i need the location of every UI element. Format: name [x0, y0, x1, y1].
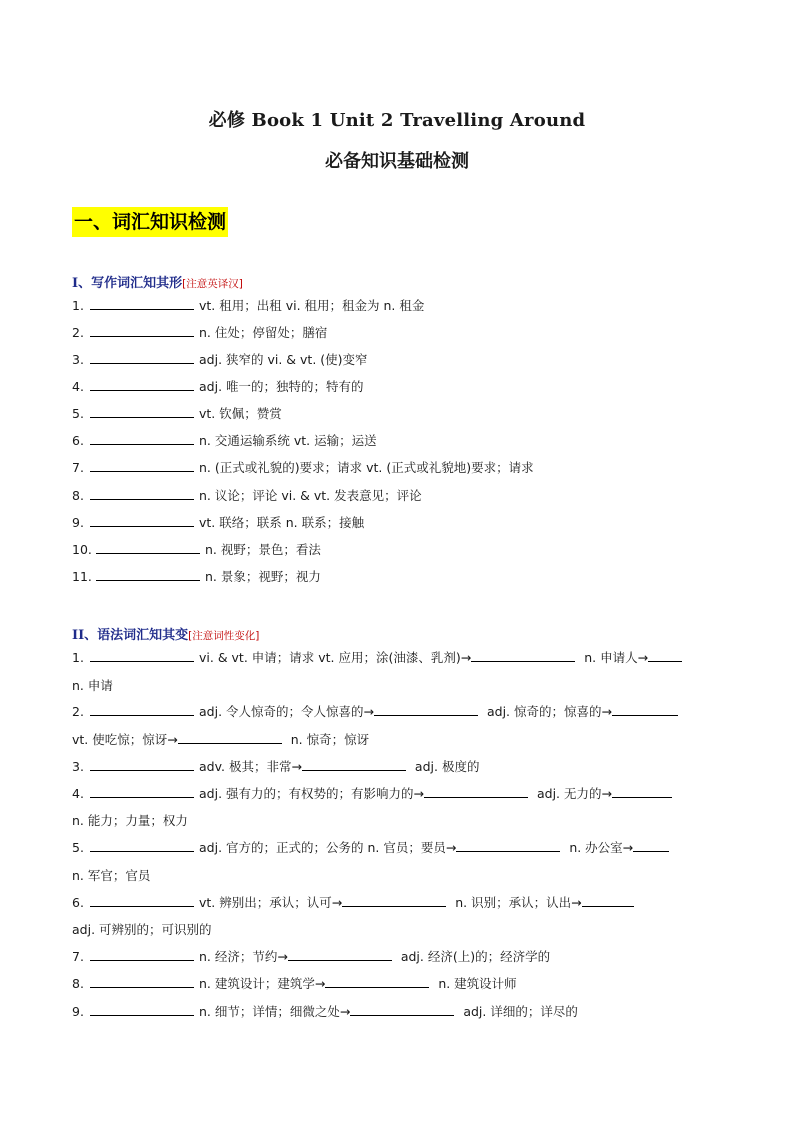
answer-blank[interactable]	[90, 758, 194, 771]
answer-blank[interactable]	[90, 487, 194, 500]
answer-blank[interactable]	[633, 839, 669, 852]
answer-blank[interactable]	[424, 785, 528, 798]
list-item: 3. adv. 极其；非常→ adj. 极度的	[72, 759, 480, 774]
answer-blank[interactable]	[96, 568, 200, 581]
list-item: 6. n. 交通运输系统 vt. 运输；运送	[72, 433, 377, 448]
part2-heading	[72, 624, 259, 643]
list-item: 8. n. 议论；评论 vi. & vt. 发表意见；评论	[72, 488, 422, 503]
answer-blank[interactable]	[90, 297, 194, 310]
answer-blank[interactable]	[325, 975, 429, 988]
list-item-continued: vt. 使吃惊；惊讶→ n. 惊奇；惊讶	[72, 732, 370, 747]
list-item: 8. n. 建筑设计；建筑学→ n. 建筑设计师	[72, 976, 517, 991]
answer-blank[interactable]	[90, 351, 194, 364]
list-item-continued: n. 能力；力量；权力	[72, 813, 188, 828]
part1-note: [注意英译汉]	[182, 278, 243, 290]
list-item: 4. adj. 强有力的；有权势的；有影响力的→ adj. 无力的→	[72, 785, 672, 803]
list-item: 7. n. 经济；节约→ adj. 经济(上)的；经济学的	[72, 949, 551, 964]
answer-blank[interactable]	[90, 975, 194, 988]
list-item: 4. adj. 唯一的；独特的；特有的	[72, 379, 364, 394]
answer-blank[interactable]	[90, 405, 194, 418]
answer-blank[interactable]	[612, 703, 678, 716]
answer-blank[interactable]	[90, 703, 194, 716]
answer-blank[interactable]	[178, 731, 282, 744]
answer-blank[interactable]	[648, 649, 682, 662]
list-item: 6. vt. 辨别出；承认；认可→ n. 识别；承认；认出→	[72, 894, 634, 912]
answer-blank[interactable]	[90, 894, 194, 907]
part2-heading-text: II、语法词汇知其变	[72, 628, 189, 643]
list-item: 5. adj. 官方的；正式的；公务的 n. 官员；要员→ n. 办公室→	[72, 839, 669, 857]
answer-blank[interactable]	[90, 324, 194, 337]
list-item: 7. n. (正式或礼貌的)要求；请求 vt. (正式或礼貌地)要求；请求	[72, 460, 534, 475]
answer-blank[interactable]	[90, 948, 194, 961]
list-item: 1. vi. & vt. 申请；请求 vt. 应用；涂(油漆、乳剂)→ n. 申请人→	[72, 649, 682, 667]
answer-blank[interactable]	[374, 703, 478, 716]
list-item: 2. n. 住处；停留处；膳宿	[72, 325, 328, 340]
list-item-continued: n. 申请	[72, 678, 113, 693]
part2-note: [注意词性变化]	[188, 630, 260, 642]
part1-heading	[72, 272, 243, 291]
answer-blank[interactable]	[90, 649, 194, 662]
list-item-continued: n. 军官；官员	[72, 868, 151, 883]
answer-blank[interactable]	[302, 758, 406, 771]
answer-blank[interactable]	[456, 839, 560, 852]
list-item: 2. adj. 令人惊奇的；令人惊喜的→ adj. 惊奇的；惊喜的→	[72, 703, 678, 721]
answer-blank[interactable]	[90, 432, 194, 445]
answer-blank[interactable]	[96, 541, 200, 554]
answer-blank[interactable]	[90, 378, 194, 391]
answer-blank[interactable]	[90, 1003, 194, 1016]
answer-blank[interactable]	[288, 948, 392, 961]
list-item: 9. vt. 联络；联系 n. 联系；接触	[72, 515, 365, 530]
answer-blank[interactable]	[471, 649, 575, 662]
answer-blank[interactable]	[350, 1003, 454, 1016]
list-item: 1. vt. 租用；出租 vi. 租用；租金为 n. 租金	[72, 298, 425, 313]
answer-blank[interactable]	[90, 459, 194, 472]
document-title: 必修 Book 1 Unit 2 Travelling Around	[208, 110, 586, 131]
section-heading: 一、词汇知识检测	[72, 207, 228, 237]
document-subtitle: 必备知识基础检测	[325, 151, 469, 172]
list-item: 11. n. 景象；视野；视力	[72, 569, 321, 584]
list-item: 10. n. 视野；景色；看法	[72, 542, 321, 557]
answer-blank[interactable]	[582, 894, 634, 907]
list-item: 3. adj. 狭窄的 vi. & vt. (使)变窄	[72, 352, 368, 367]
answer-blank[interactable]	[90, 785, 194, 798]
answer-blank[interactable]	[342, 894, 446, 907]
list-item-continued: adj. 可辨别的；可识别的	[72, 922, 212, 937]
answer-blank[interactable]	[90, 839, 194, 852]
answer-blank[interactable]	[612, 785, 672, 798]
list-item: 9. n. 细节；详情；细微之处→ adj. 详细的；详尽的	[72, 1004, 578, 1019]
list-item: 5. vt. 钦佩；赞赏	[72, 406, 282, 421]
answer-blank[interactable]	[90, 514, 194, 527]
part1-heading-text: I、写作词汇知其形	[72, 276, 183, 291]
